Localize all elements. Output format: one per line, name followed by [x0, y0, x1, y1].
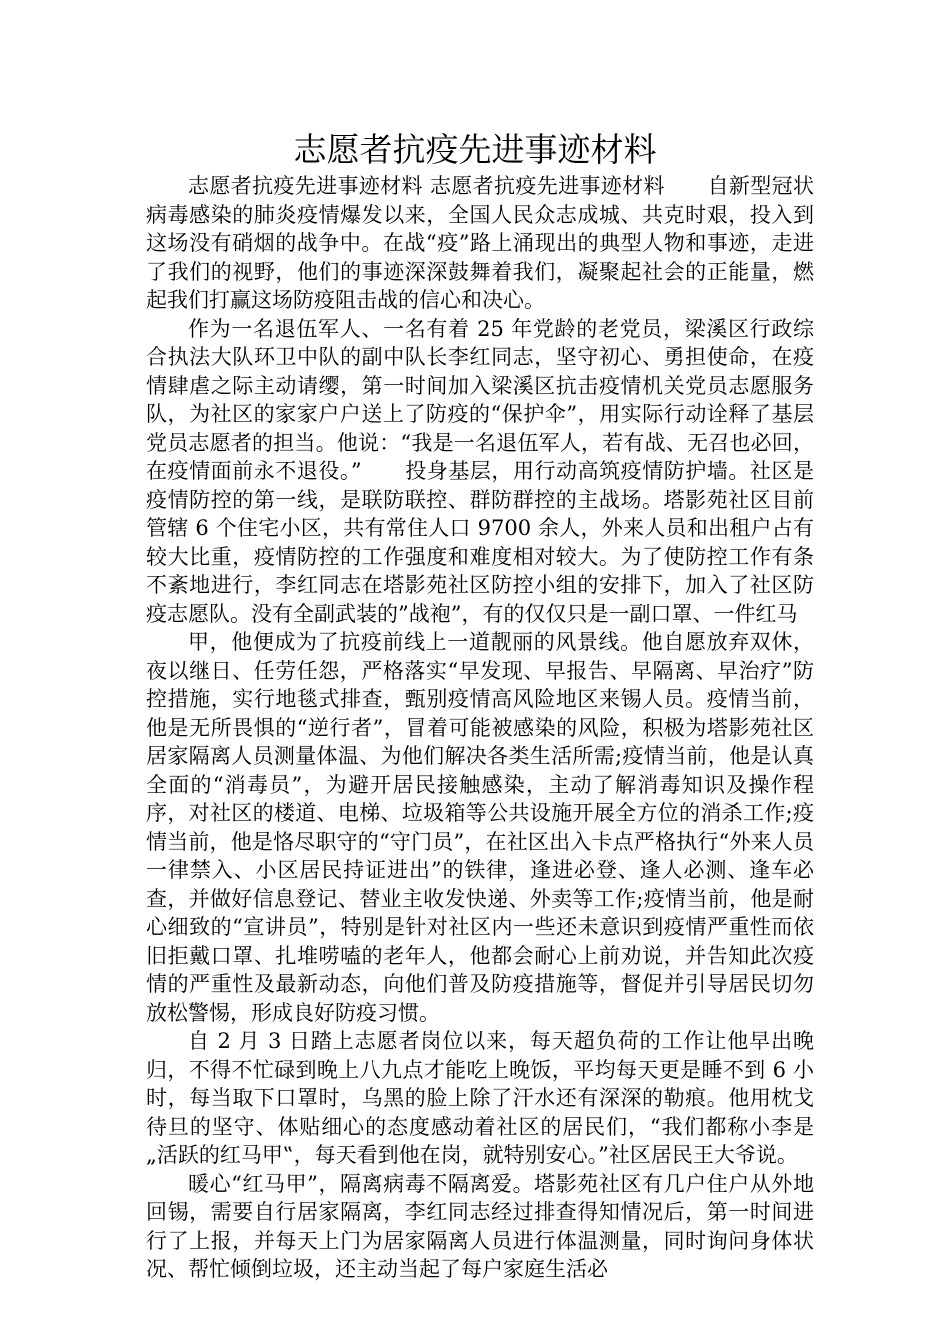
- paragraph: 自 2 月 3 日踏上志愿者岗位以来，每天超负荷的工作让他早出晚归，不得不忙碌到晚上八九点才能吃上晚饭，平均每天更是睡不到 6 小时，每当取下口罩时，乌黑的脸上除了汗水还有深深的勒痕。他用枕戈待旦的坚守、体贴细心的态度感动着社区的居民们，“我们都称小李是„活跃的红马甲‟，每天看到他在岗，就特别安心。”社区居民王大爷说。: [146, 1029, 814, 1167]
- paragraph: 甲，他便成为了抗疫前线上一道靓丽的风景线。他自愿放弃双休，夜以继日、任劳任怨，严格落实“早发现、早报告、早隔离、早治疗”防控措施，实行地毯式排查，甄别疫情高风险地区来锡人员。疫情当前，他是无所畏惧的“逆行者”，冒着可能被感染的风险，积极为塔影苑社区居家隔离人员测量体温、为他们解决各类生活所需;疫情当前，他是认真全面的“消毒员”，为避开居民接触感染，主动了解消毒知识及操作程序，对社区的楼道、电梯、垃圾箱等公共设施开展全方位的消杀工作;疫情当前，他是恪尽职守的“守门员”，在社区出入卡点严格执行“外来人员一律禁入、小区居民持证进出”的铁律，逢进必登、逢人必测、逢车必查，并做好信息登记、替业主收发快递、外卖等工作;疫情当前，他是耐心细致的“宣讲员”，特别是针对社区内一些还未意识到疫情严重性而依旧拒戴口罩、扎堆唠嗑的老年人，他都会耐心上前劝说，并告知此次疫情的严重性及最新动态，向他们普及防疫措施等，督促并引导居民切勿放松警惕，形成良好防疫习惯。: [146, 630, 814, 1025]
- paragraph: 作为一名退伍军人、一名有着 25 年党龄的老党员，梁溪区行政综合执法大队环卫中队的副中队长李红同志，坚守初心、勇担使命，在疫情肆虐之际主动请缨，第一时间加入梁溪区抗击疫情机关党员志愿服务队，为社区的家家户户送上了防疫的“保护伞”，用实际行动诠释了基层党员志愿者的担当。他说：“我是一名退伍军人，若有战、无召也必回，在疫情面前永不退役。” 投身基层，用行动高筑疫情防护墙。社区是疫情防控的第一线，是联防联控、群防群控的主战场。塔影苑社区目前管辖 6 个住宅小区，共有常住人口 9700 余人，外来人员和出租户占有较大比重，疫情防控的工作强度和难度相对较大。为了使防控工作有条不紊地进行，李红同志在塔影苑社区防控小组的安排下，加入了社区防疫志愿队。没有全副武装的”战袍”，有的仅仅只是一副口罩、一件红马: [146, 316, 814, 626]
- paragraph: 志愿者抗疫先进事迹材料 志愿者抗疫先进事迹材料 自新型冠状病毒感染的肺炎疫情爆发以来，全国人民众志成城、共克时艰，投入到这场没有硝烟的战争中。在战“疫”路上涌现出的典型人物和事迹，走进了我们的视野，他们的事迹深深鼓舞着我们，凝聚起社会的正能量，燃起我们打赢这场防疫阻击战的信心和决心。: [146, 174, 814, 312]
- paragraph: 暖心“红马甲”，隔离病毒不隔离爱。塔影苑社区有几户住户从外地回锡，需要自行居家隔离，李红同志经过排查得知情况后，第一时间进行了上报，并每天上门为居家隔离人员进行体温测量，同时询问身体状况、帮忙倾倒垃圾，还主动当起了每户家庭生活必: [146, 1171, 814, 1281]
- document-title: 志愿者抗疫先进事迹材料: [293, 130, 657, 169]
- document-body: [146, 172, 814, 1284]
